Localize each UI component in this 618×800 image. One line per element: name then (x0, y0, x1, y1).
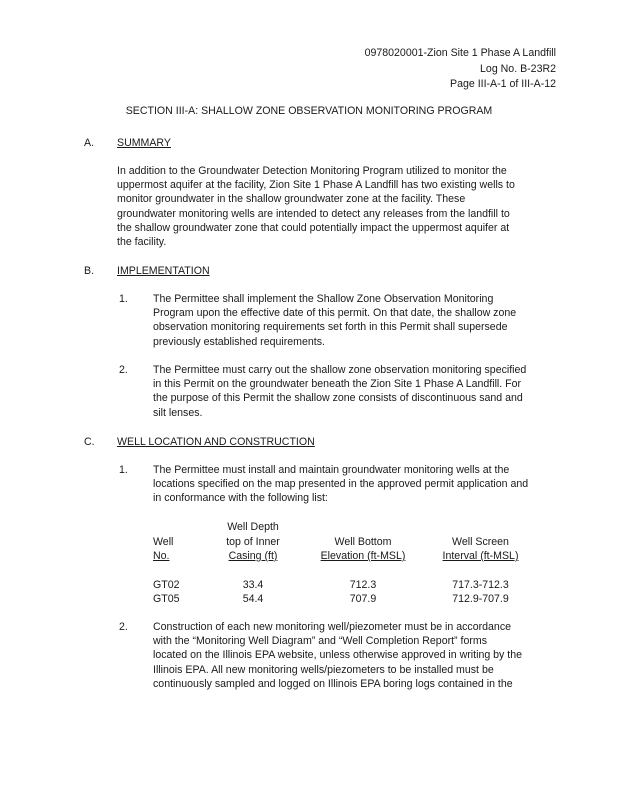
paragraph-line: the shallow groundwater zone that could potentially impact the uppermost aquifer at (117, 221, 510, 234)
section-c-item-2-number: 2. (119, 621, 128, 633)
column-header-depth-mid: top of Inner (226, 535, 280, 548)
paragraph-line: Program upon the effective date of this permit. On that date, the shallow zone (153, 307, 517, 320)
paragraph-line: observation monitoring requirements set forth in this Permit shall supersede (153, 321, 508, 334)
section-b-heading: IMPLEMENTATION (117, 265, 210, 277)
section-c-item-1-text (153, 463, 543, 506)
cell-depth: 33.4 (242, 578, 264, 591)
paragraph-line: The Permittee must install and maintain groundwater monitoring wells at the (153, 464, 510, 476)
paragraph-line: Construction of each new monitoring well/piezometer must be in accordance (153, 621, 512, 633)
section-b-item-2-text (153, 363, 543, 420)
paragraph-line: silt lenses. (153, 406, 203, 419)
header-page-number: Page III-A-1 of III-A-12 (450, 78, 556, 90)
paragraph-line: previously established requirements. (153, 335, 325, 348)
paragraph-line: continuously sampled and logged on Illinois EPA boring logs contained in the (153, 677, 513, 690)
section-b-item-1-text (153, 292, 543, 349)
table-row (153, 592, 553, 607)
section-b-letter: B. (84, 265, 95, 277)
paragraph-line: located on the Illinois EPA website, unless otherwise approved in writing by the (153, 649, 523, 662)
column-header-screen-top: Well Screen (452, 535, 509, 548)
column-header-depth-top: Well Depth (227, 521, 279, 533)
paragraph-line: the facility. (117, 236, 167, 249)
section-b-item-2-number: 2. (119, 364, 128, 376)
paragraph-line: The Permittee must carry out the shallow zone observation monitoring specified (153, 364, 527, 376)
table-row (153, 578, 553, 593)
header-log-number: Log No. B-23R2 (480, 62, 556, 75)
paragraph-line: The Permittee shall implement the Shallow Zone Observation Monitoring (153, 293, 494, 305)
paragraph-line: In addition to the Groundwater Detection Monitoring Program utilized to monitor the (117, 165, 507, 177)
table-header-row (153, 520, 553, 535)
column-header-elevation: Elevation (ft-MSL) (320, 550, 406, 562)
cell-interval: 717.3-712.3 (452, 578, 509, 591)
section-c-letter: C. (84, 436, 95, 448)
section-title: SECTION III-A: SHALLOW ZONE OBSERVATION MONITORING PROGRAM (125, 105, 493, 117)
paragraph-line: in this Permit on the groundwater beneath the Zion Site 1 Phase A Landfill. For (153, 378, 522, 391)
table-spacer (153, 564, 553, 578)
section-b-item-1-number: 1. (119, 293, 128, 305)
column-header-well-no: No. (153, 550, 170, 562)
paragraph-line: locations specified on the map presented in the approved permit application and (153, 478, 529, 491)
paragraph-line: with the “Monitoring Well Diagram” and “Well Completion Report” forms (153, 635, 488, 648)
cell-depth: 54.4 (242, 593, 264, 605)
cell-well: GT02 (153, 578, 180, 591)
column-header-bottom-top: Well Bottom (334, 535, 392, 548)
section-c-item-1-number: 1. (119, 464, 128, 476)
table-header-row (153, 535, 553, 550)
table-header-row (153, 549, 553, 564)
section-c-heading: WELL LOCATION AND CONSTRUCTION (117, 436, 315, 448)
column-header-interval: Interval (ft-MSL) (442, 550, 519, 562)
paragraph-line: the purpose of this Permit the shallow zone consists of discontinuous sand and (153, 392, 523, 405)
section-c-item-2-text (153, 620, 543, 691)
paragraph-line: monitor groundwater in the shallow groundwater zone at the facility. These (117, 193, 466, 206)
paragraph-line: uppermost aquifer at the facility, Zion Site 1 Phase A Landfill has two existing wells to (117, 179, 515, 192)
column-header-casing: Casing (ft) (228, 550, 278, 562)
paragraph-line: in conformance with the following list: (153, 492, 328, 505)
header-facility-id: 0978020001-Zion Site 1 Phase A Landfill (364, 47, 556, 59)
cell-well: GT05 (153, 593, 180, 605)
well-table (153, 520, 553, 607)
section-a-paragraph (117, 164, 547, 249)
cell-interval: 712.9-707.9 (452, 593, 509, 605)
section-a-heading: SUMMARY (117, 137, 171, 149)
column-header-well-top: Well (153, 535, 174, 548)
cell-bottom: 712.3 (349, 578, 377, 591)
cell-bottom: 707.9 (349, 593, 377, 605)
paragraph-line: groundwater monitoring wells are intended to detect any releases from the landfill to (117, 207, 510, 220)
paragraph-line: Illinois EPA. All new monitoring wells/piezometers to be installed must be (153, 663, 494, 676)
section-a-letter: A. (84, 137, 95, 149)
document-header (365, 46, 556, 93)
